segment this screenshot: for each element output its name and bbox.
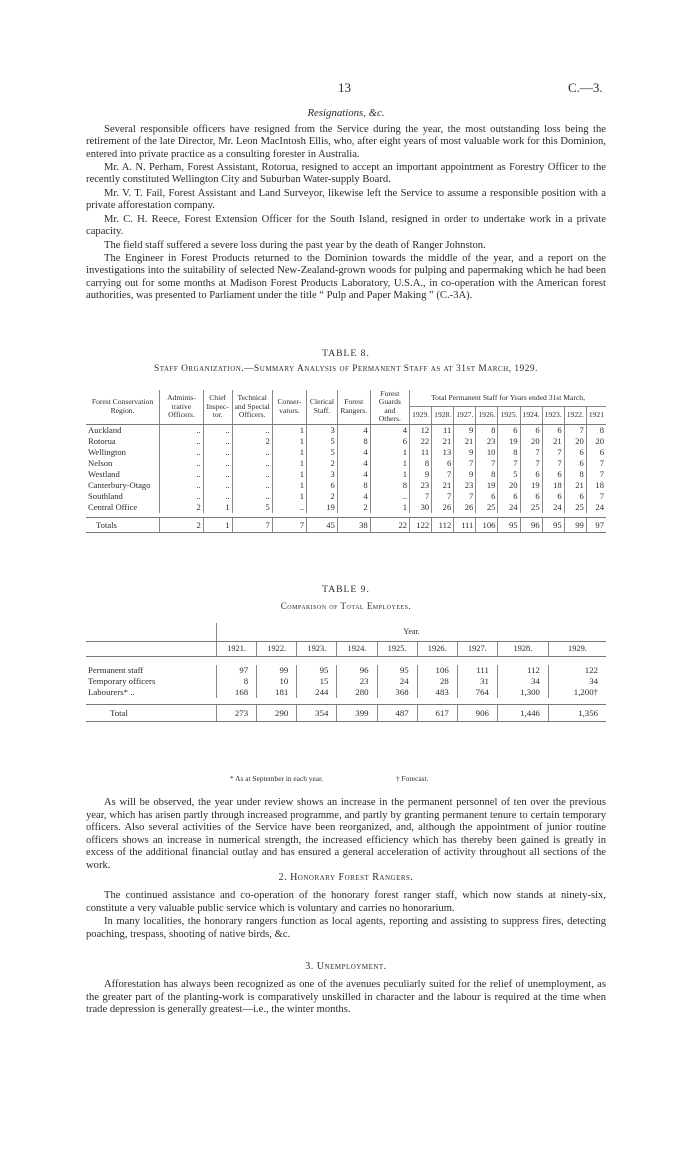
col-technical: Technical and Special Officers. [232, 390, 272, 424]
cell-value: 106 [417, 665, 457, 676]
cell-clerical: 5 [307, 447, 338, 458]
cell-value: 95 [377, 665, 417, 676]
cell-year-total: 6 [564, 447, 586, 458]
cell-value: 97 [217, 665, 257, 676]
cell-value: 906 [457, 705, 497, 722]
cell-value: 95 [297, 665, 337, 676]
cell-year-total: 7 [410, 491, 432, 502]
cell-value: 1,300 [497, 687, 548, 698]
cell-year-total: 6 [520, 424, 542, 436]
cell-year-total: 6 [520, 491, 542, 502]
cell-conservators: 7 [272, 517, 306, 532]
cell-technical: 2 [232, 436, 272, 447]
cell-value: 273 [217, 705, 257, 722]
cell-year-total: 21 [432, 480, 454, 491]
cell-rangers: 4 [337, 424, 370, 436]
spacer-row [86, 657, 606, 666]
cell-value: 168 [217, 687, 257, 698]
table-row [86, 491, 606, 502]
col-year: 1922. [564, 407, 586, 425]
resignations-paragraph-3: Mr. V. T. Fail, Forest Assistant and Land Surveyor, likewise left the Service to assume a responsible position with a private afforestation company. [86, 188, 606, 212]
t9-year-heading: Year. [217, 623, 607, 642]
paper-reference: C.—3. [568, 80, 603, 95]
cell-year-total: 7 [542, 447, 564, 458]
row-label: Permanent staff [88, 665, 144, 675]
region-name: Southland [88, 490, 123, 501]
cell-value: 15 [297, 676, 337, 687]
cell-technical: .. [232, 458, 272, 469]
cell-year-total: 21 [564, 480, 586, 491]
cell-year-total: 19 [520, 480, 542, 491]
cell-chief: 1 [203, 517, 232, 532]
cell-value: 99 [257, 665, 297, 676]
cell-value: 290 [257, 705, 297, 722]
table-row [86, 424, 606, 436]
cell-year-total: 20 [586, 436, 606, 447]
cell-value: 24 [377, 676, 417, 687]
cell-guards: .. [370, 491, 409, 502]
cell-value: 368 [377, 687, 417, 698]
cell-conservators: 1 [272, 480, 306, 491]
cell-guards: 8 [370, 480, 409, 491]
cell-rangers: 8 [337, 480, 370, 491]
cell-value: 280 [337, 687, 377, 698]
cell-year-total: 8 [498, 447, 520, 458]
cell-value: 399 [337, 705, 377, 722]
cell-year-total: 7 [498, 458, 520, 469]
cell-year-total: 20 [498, 480, 520, 491]
cell-year-total: 7 [564, 424, 586, 436]
cell-conservators: 1 [272, 436, 306, 447]
cell-year-total: 122 [410, 517, 432, 532]
cell-year-total: 7 [432, 491, 454, 502]
cell-year-total: 18 [586, 480, 606, 491]
table9-footnote-b: † Forecast. [396, 774, 429, 783]
cell-year-total: 106 [476, 517, 498, 532]
cell-admin: .. [160, 424, 204, 436]
cell-year-total: 8 [586, 424, 606, 436]
unemployment-heading: 3. Unemployment. [305, 961, 387, 972]
region-name: Rotorua [88, 435, 116, 446]
t9-year-header: 1929. [548, 642, 606, 657]
cell-value: 1,356 [548, 705, 606, 722]
col-clerical: Clerical Staff. [307, 390, 338, 424]
cell-value: 23 [337, 676, 377, 687]
cell-year-total: 5 [498, 469, 520, 480]
table9-title: Comparison of Total Employees. [280, 601, 412, 611]
t9-year-header: 1925. [377, 642, 417, 657]
cell-rangers: 4 [337, 458, 370, 469]
cell-value: 354 [297, 705, 337, 722]
t9-year-header: 1927. [457, 642, 497, 657]
t9-year-header: 1922. [257, 642, 297, 657]
cell-chief: .. [203, 458, 232, 469]
cell-conservators: 1 [272, 491, 306, 502]
row-label: Temporary officers [88, 676, 156, 686]
cell-technical: .. [232, 424, 272, 436]
col-year: 1924. [520, 407, 542, 425]
resignations-paragraph-2: Mr. A. N. Perham, Forest Assistant, Rotorua, resigned to accept an important appointment as Forestry Officer to the recently constituted Wellington City and Suburban Water-supply Board. [86, 162, 606, 186]
cell-year-total: 18 [542, 480, 564, 491]
col-region: Forest Conservation Region. [86, 390, 160, 424]
cell-year-total: 25 [564, 502, 586, 513]
cell-value: 28 [417, 676, 457, 687]
cell-value: 181 [257, 687, 297, 698]
cell-year-total: 20 [520, 436, 542, 447]
col-year: 1927. [454, 407, 476, 425]
cell-year-total: 30 [410, 502, 432, 513]
honorary-paragraph-1: The continued assistance and co-operation of the honorary forest ranger staff, which now stands at ninety-six, constitute a very valuable public service which is voluntary and carries no honorarium. [86, 890, 606, 914]
t9-year-header: 1926. [417, 642, 457, 657]
cell-year-total: 7 [586, 491, 606, 502]
cell-value: 111 [457, 665, 497, 676]
cell-chief: .. [203, 447, 232, 458]
cell-guards: 6 [370, 436, 409, 447]
cell-year-total: 96 [520, 517, 542, 532]
cell-chief: .. [203, 424, 232, 436]
cell-year-total: 24 [498, 502, 520, 513]
col-conservators: Conser-vators. [272, 390, 306, 424]
t9-year-header: 1921. [217, 642, 257, 657]
cell-admin: .. [160, 447, 204, 458]
cell-year-total: 11 [410, 447, 432, 458]
cell-year-total: 11 [432, 424, 454, 436]
table8-title: Staff Organization.—Summary Analysis of Permanent Staff as at 31st March, 1929. [154, 364, 538, 374]
table-row [86, 447, 606, 458]
region-name: Central Office [88, 501, 138, 512]
cell-year-total: 9 [454, 424, 476, 436]
resignations-paragraph-5: The field staff suffered a severe loss during the past year by the death of Ranger Johnston. [104, 240, 486, 251]
cell-year-total: 97 [586, 517, 606, 532]
cell-year-total: 8 [564, 469, 586, 480]
cell-year-total: 6 [476, 491, 498, 502]
cell-year-total: 23 [476, 436, 498, 447]
t9-year-header: 1923. [297, 642, 337, 657]
cell-year-total: 6 [498, 424, 520, 436]
table-row [86, 469, 606, 480]
cell-chief: .. [203, 480, 232, 491]
cell-value: 34 [548, 676, 606, 687]
cell-admin: 2 [160, 517, 204, 532]
cell-year-total: 9 [454, 469, 476, 480]
table-row [86, 480, 606, 491]
cell-clerical: 2 [307, 491, 338, 502]
cell-guards: 1 [370, 447, 409, 458]
cell-year-total: 7 [454, 491, 476, 502]
cell-value: 96 [337, 665, 377, 676]
cell-year-total: 6 [498, 491, 520, 502]
cell-rangers: 2 [337, 502, 370, 513]
cell-year-total: 8 [476, 469, 498, 480]
cell-clerical: 6 [307, 480, 338, 491]
cell-year-total: 20 [564, 436, 586, 447]
cell-year-total: 7 [586, 458, 606, 469]
resignations-paragraph-6: The Engineer in Forest Products returned to the Dominion towards the middle of the year, and a report on the investigations into the suitability of selected New-Zealand-grown woods for pulping and papermaking which he had been carrying out for some months at Madison Forest Products Laboratory, U.S.A., in co-operation with the American forest authorities, was presented to Parliament under the title “ Pulp and Paper Making ” (C.-3A). [86, 253, 606, 302]
unemployment-paragraph: Afforestation has always been recognized as one of the avenues peculiarly suited for the relief of unemployment, as the greater part of the planting-work is comparatively unskilled in character and the labour is required at the time when trade depression is generally greatest—i.e., the winter months. [86, 979, 606, 1016]
cell-value: 10 [257, 676, 297, 687]
cell-conservators: .. [272, 502, 306, 513]
cell-rangers: 4 [337, 491, 370, 502]
col-year: 1926. [476, 407, 498, 425]
cell-guards: 1 [370, 502, 409, 513]
cell-year-total: 95 [542, 517, 564, 532]
cell-year-total: 7 [542, 458, 564, 469]
cell-year-total: 6 [542, 469, 564, 480]
cell-technical: .. [232, 480, 272, 491]
cell-admin: .. [160, 458, 204, 469]
cell-year-total: 6 [432, 458, 454, 469]
cell-year-total: 9 [454, 447, 476, 458]
cell-year-total: 6 [542, 491, 564, 502]
cell-conservators: 1 [272, 458, 306, 469]
t9-blank-header [86, 623, 217, 642]
col-year: 1921 [586, 407, 606, 425]
totals-row [86, 705, 606, 722]
table-row [86, 458, 606, 469]
cell-year-total: 6 [542, 424, 564, 436]
cell-value: 8 [217, 676, 257, 687]
cell-clerical: 5 [307, 436, 338, 447]
cell-year-total: 26 [454, 502, 476, 513]
cell-year-total: 19 [476, 480, 498, 491]
cell-admin: .. [160, 480, 204, 491]
cell-year-total: 25 [520, 502, 542, 513]
cell-year-total: 6 [564, 491, 586, 502]
table-row [86, 665, 606, 676]
row-label: Labourers* .. [88, 687, 135, 697]
cell-technical: .. [232, 491, 272, 502]
cell-chief: .. [203, 491, 232, 502]
cell-value: 34 [497, 676, 548, 687]
cell-clerical: 3 [307, 469, 338, 480]
resignations-heading: Resignations, &c. [307, 107, 385, 119]
cell-admin: .. [160, 491, 204, 502]
cell-year-total: 26 [432, 502, 454, 513]
cell-clerical: 45 [307, 517, 338, 532]
cell-conservators: 1 [272, 447, 306, 458]
staff-organization-table [86, 390, 606, 533]
cell-year-total: 23 [454, 480, 476, 491]
table9-footnote-a: * As at September in each year. [230, 774, 323, 783]
cell-admin: 2 [160, 502, 204, 513]
cell-year-total: 21 [432, 436, 454, 447]
totals-row [86, 517, 606, 532]
cell-value: 1,446 [497, 705, 548, 722]
cell-year-total: 6 [564, 458, 586, 469]
cell-year-total: 25 [476, 502, 498, 513]
cell-chief: 1 [203, 502, 232, 513]
cell-guards: 4 [370, 424, 409, 436]
cell-year-total: 7 [520, 447, 542, 458]
table9-label: TABLE 9. [322, 584, 370, 595]
cell-value: 244 [297, 687, 337, 698]
row-label: Total [86, 705, 217, 722]
cell-rangers: 8 [337, 436, 370, 447]
cell-year-total: 8 [410, 458, 432, 469]
cell-year-total: 23 [410, 480, 432, 491]
cell-guards: 1 [370, 458, 409, 469]
cell-value: 483 [417, 687, 457, 698]
col-year: 1929. [410, 407, 432, 425]
resignations-paragraph-1: Several responsible officers have resigned from the Service during the year, the most outstanding loss being the retirement of the late Director, Mr. Leon MacIntosh Ellis, who, after eight years of most valuable work for this Dominion, entered into private practice as a consulting forester in Australia. [86, 124, 606, 160]
region-name: Nelson [88, 457, 113, 468]
cell-year-total: 7 [476, 458, 498, 469]
staff-increase-paragraph: As will be observed, the year under review shows an increase in the permanent personnel of ten over the previous year, which has arisen partly through increased programme, and partly by granting permanent tenure to certain temporary officers. Also several activities of the Service have been reorganized, and, although the appointment of junior routine officers shows an increase in numerical strength, the increased efficiency which has thereby been gained is greatly in excess of the additional financial outlay and has ensured a general acceleration of activity throughout all sections of the work. [86, 797, 606, 871]
table8-label: TABLE 8. [322, 348, 370, 359]
col-year: 1925. [498, 407, 520, 425]
honorary-paragraph-2: In many localities, the honorary rangers function as local agents, reporting and assisting to suppress fires, detecting poaching, trespass, shooting of native birds, &c. [86, 916, 606, 940]
t9-year-header: 1928. [497, 642, 548, 657]
cell-value: 112 [497, 665, 548, 676]
cell-rangers: 4 [337, 447, 370, 458]
cell-value: 487 [377, 705, 417, 722]
col-rangers: Forest Rangers. [337, 390, 370, 424]
cell-year-total: 24 [542, 502, 564, 513]
cell-year-total: 6 [520, 469, 542, 480]
cell-guards: 22 [370, 517, 409, 532]
cell-year-total: 9 [410, 469, 432, 480]
cell-technical: 5 [232, 502, 272, 513]
cell-year-total: 13 [432, 447, 454, 458]
col-admin: Adminis-trative Officers. [160, 390, 204, 424]
cell-conservators: 1 [272, 424, 306, 436]
cell-admin: .. [160, 436, 204, 447]
cell-chief: .. [203, 436, 232, 447]
cell-clerical: 19 [307, 502, 338, 513]
cell-chief: .. [203, 469, 232, 480]
cell-technical: .. [232, 447, 272, 458]
cell-rangers: 38 [337, 517, 370, 532]
cell-technical: .. [232, 469, 272, 480]
region-name: Wellington [88, 446, 126, 457]
cell-technical: 7 [232, 517, 272, 532]
cell-guards: 1 [370, 469, 409, 480]
col-guards: Forest Guards and Others. [370, 390, 409, 424]
honorary-rangers-heading: 2. Honorary Forest Rangers. [278, 872, 414, 883]
cell-year-total: 21 [454, 436, 476, 447]
cell-year-total: 7 [432, 469, 454, 480]
col-year: 1928. [432, 407, 454, 425]
cell-value: 764 [457, 687, 497, 698]
cell-year-total: 7 [520, 458, 542, 469]
cell-conservators: 1 [272, 469, 306, 480]
cell-year-total: 112 [432, 517, 454, 532]
cell-year-total: 7 [586, 469, 606, 480]
table-row [86, 436, 606, 447]
cell-year-total: 6 [586, 447, 606, 458]
cell-year-total: 111 [454, 517, 476, 532]
region-name: Westland [88, 468, 120, 479]
cell-value: 31 [457, 676, 497, 687]
cell-year-total: 7 [454, 458, 476, 469]
t9-blank-year-header [86, 642, 217, 657]
t9-year-header: 1924. [337, 642, 377, 657]
cell-year-total: 24 [586, 502, 606, 513]
cell-year-total: 99 [564, 517, 586, 532]
cell-year-total: 95 [498, 517, 520, 532]
col-total-group: Total Permanent Staff for Years ended 31st March, [410, 390, 606, 407]
employees-comparison-table [86, 623, 606, 722]
col-year: 1923. [542, 407, 564, 425]
spacer-cell [86, 657, 606, 666]
cell-year-total: 12 [410, 424, 432, 436]
cell-clerical: 3 [307, 424, 338, 436]
cell-value: 617 [417, 705, 457, 722]
cell-rangers: 4 [337, 469, 370, 480]
region-name: Canterbury-Otago [88, 479, 151, 490]
page-number: 13 [338, 80, 351, 95]
table-row [86, 676, 606, 687]
totals-label: Totals [86, 517, 160, 532]
cell-year-total: 8 [476, 424, 498, 436]
cell-year-total: 22 [410, 436, 432, 447]
cell-year-total: 21 [542, 436, 564, 447]
region-name: Auckland [88, 424, 122, 435]
table-row [86, 502, 606, 513]
cell-year-total: 19 [498, 436, 520, 447]
resignations-paragraph-4: Mr. C. H. Reece, Forest Extension Officer for the South Island, resigned in order to undertake work in a private capacity. [86, 214, 606, 238]
cell-clerical: 2 [307, 458, 338, 469]
cell-year-total: 10 [476, 447, 498, 458]
table-row [86, 687, 606, 698]
cell-value: 122 [548, 665, 606, 676]
col-chief: Chief Inspec-tor. [203, 390, 232, 424]
cell-value: 1,200† [548, 687, 606, 698]
cell-admin: .. [160, 469, 204, 480]
